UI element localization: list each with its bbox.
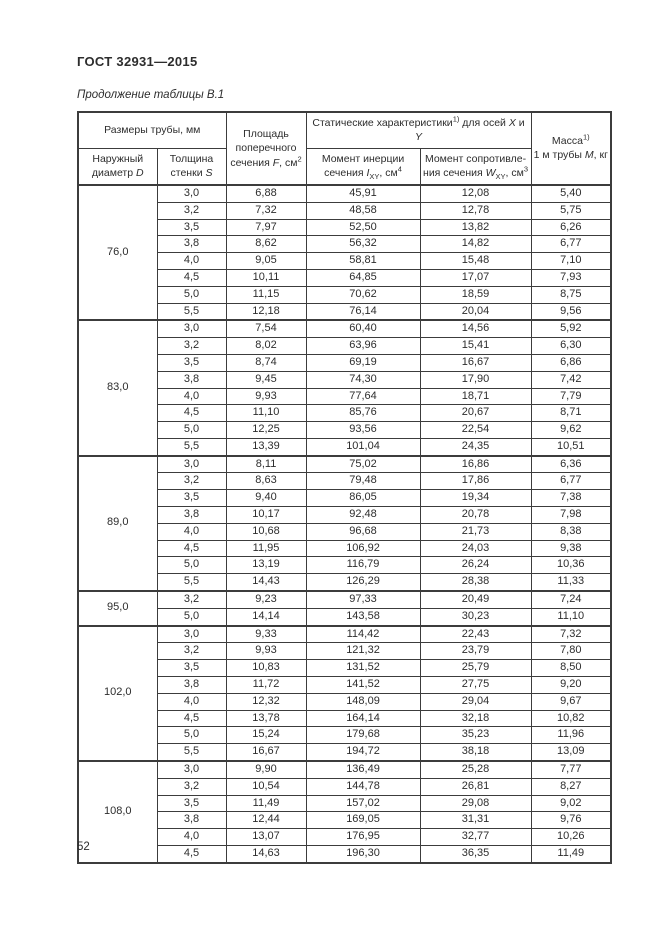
- table-row: [78, 473, 611, 490]
- inertia-cell: 141,52: [306, 677, 420, 694]
- resistance-cell: 38,18: [420, 744, 531, 761]
- inertia-cell: 179,68: [306, 727, 420, 744]
- mass-cell: 10,26: [531, 829, 611, 846]
- table-row: [78, 269, 611, 286]
- wall-thickness-cell: 5,0: [157, 422, 226, 439]
- mass-cell: 8,38: [531, 523, 611, 540]
- wall-thickness-cell: 3,2: [157, 643, 226, 660]
- header-mass: [531, 112, 611, 185]
- mass-cell: 11,33: [531, 574, 611, 591]
- static-tail: для осей: [459, 117, 509, 129]
- mass-cell: 11,96: [531, 727, 611, 744]
- resistance-cell: 16,67: [420, 354, 531, 371]
- wall-thickness-cell: 4,0: [157, 829, 226, 846]
- area-cell: 14,14: [226, 608, 306, 625]
- wall-thickness-cell: 4,5: [157, 710, 226, 727]
- mass-cell: 8,71: [531, 405, 611, 422]
- resistance-cell: 12,78: [420, 202, 531, 219]
- resistance-cell: 28,38: [420, 574, 531, 591]
- area-cell: 8,11: [226, 456, 306, 473]
- area-cell: 8,74: [226, 354, 306, 371]
- table-row: [78, 202, 611, 219]
- area-cell: 14,63: [226, 846, 306, 863]
- header-moment-inertia: [306, 148, 420, 184]
- table-row: [78, 490, 611, 507]
- inertia-cell: 131,52: [306, 660, 420, 677]
- table-row: [78, 660, 611, 677]
- wall-thickness-cell: 3,8: [157, 812, 226, 829]
- static-text: Статические характеристики: [312, 117, 453, 129]
- table-row: [78, 744, 611, 761]
- area-cell: 7,97: [226, 219, 306, 236]
- resistance-cell: 15,41: [420, 338, 531, 355]
- inertia-cell: 176,95: [306, 829, 420, 846]
- area-cell: 14,43: [226, 574, 306, 591]
- mass-cell: 10,36: [531, 557, 611, 574]
- area-cell: 9,40: [226, 490, 306, 507]
- table-row: [78, 574, 611, 591]
- inertia-cell: 79,48: [306, 473, 420, 490]
- resistance-cell: 19,34: [420, 490, 531, 507]
- inertia-cell: 157,02: [306, 795, 420, 812]
- table-row: [78, 829, 611, 846]
- doc-number: ГОСТ 32931—2015: [77, 54, 198, 69]
- table-row: [78, 422, 611, 439]
- inertia-unit: , см: [379, 167, 398, 180]
- wall-thickness-cell: 3,5: [157, 354, 226, 371]
- wall-thickness-cell: 5,0: [157, 727, 226, 744]
- resistance-cell: 14,56: [420, 320, 531, 337]
- inertia-symbol: I: [366, 167, 370, 180]
- wall-thickness-cell: 3,2: [157, 591, 226, 608]
- area-cell: 10,11: [226, 269, 306, 286]
- table-row: [78, 812, 611, 829]
- table-row: [78, 338, 611, 355]
- resistance-cell: 36,35: [420, 846, 531, 863]
- area-cell: 6,88: [226, 185, 306, 202]
- table-row: [78, 591, 611, 608]
- mass-cell: 7,10: [531, 253, 611, 270]
- area-cell: 12,25: [226, 422, 306, 439]
- wall-thickness-cell: 3,2: [157, 338, 226, 355]
- wall-thickness-line1: Толщина: [169, 152, 214, 165]
- mass-cell: 9,62: [531, 422, 611, 439]
- wall-thickness-cell: 3,0: [157, 456, 226, 473]
- mass-cell: 6,77: [531, 236, 611, 253]
- resistance-cell: 12,08: [420, 185, 531, 202]
- mass-footnote-mark: 1): [582, 132, 590, 142]
- area-cell: 16,67: [226, 744, 306, 761]
- resistance-cell: 13,82: [420, 219, 531, 236]
- inertia-cell: 45,91: [306, 185, 420, 202]
- resistance-cell: 30,23: [420, 608, 531, 625]
- table-row: [78, 320, 611, 337]
- wall-thickness-cell: 4,5: [157, 540, 226, 557]
- mass-cell: 7,24: [531, 591, 611, 608]
- table-row: [78, 438, 611, 455]
- table-row: [78, 557, 611, 574]
- wall-thickness-cell: 4,0: [157, 388, 226, 405]
- area-cell: 9,93: [226, 388, 306, 405]
- wall-thickness-cell: 4,5: [157, 269, 226, 286]
- resistance-cell: 20,04: [420, 303, 531, 320]
- wall-thickness-cell: 3,8: [157, 371, 226, 388]
- area-cell: 9,93: [226, 643, 306, 660]
- mass-cell: 9,02: [531, 795, 611, 812]
- inertia-cell: 69,19: [306, 354, 420, 371]
- resistance-unit-sup: 3: [523, 164, 529, 174]
- resistance-line1: Момент сопротивле-: [424, 152, 527, 165]
- resistance-cell: 16,86: [420, 456, 531, 473]
- resistance-cell: 17,90: [420, 371, 531, 388]
- resistance-cell: 20,67: [420, 405, 531, 422]
- page-number: 52: [77, 841, 90, 853]
- resistance-cell: 18,71: [420, 388, 531, 405]
- table-row: [78, 608, 611, 625]
- inertia-cell: 76,14: [306, 303, 420, 320]
- mass-cell: 8,50: [531, 660, 611, 677]
- table-row: [78, 456, 611, 473]
- resistance-cell: 17,07: [420, 269, 531, 286]
- mass-symbol: M: [584, 149, 594, 162]
- table-row: [78, 185, 611, 202]
- wall-thickness-cell: 3,5: [157, 490, 226, 507]
- resistance-cell: 31,31: [420, 812, 531, 829]
- table-row: [78, 795, 611, 812]
- area-cell: 9,90: [226, 761, 306, 778]
- wall-thickness-line2: стенки: [170, 167, 206, 180]
- table-body: [78, 185, 611, 863]
- wall-thickness-cell: 4,0: [157, 693, 226, 710]
- mass-cell: 10,82: [531, 710, 611, 727]
- resistance-cell: 35,23: [420, 727, 531, 744]
- wall-thickness-cell: 3,5: [157, 660, 226, 677]
- wall-thickness-cell: 4,5: [157, 405, 226, 422]
- outer-diameter-line2: диаметр: [91, 167, 136, 180]
- wall-thickness-cell: 3,8: [157, 507, 226, 524]
- table-row: [78, 354, 611, 371]
- mass-line1: Масса: [551, 134, 583, 147]
- resistance-cell: 25,28: [420, 761, 531, 778]
- resistance-cell: 26,81: [420, 778, 531, 795]
- resistance-line2: ния сечения: [423, 167, 486, 180]
- mass-cell: 9,38: [531, 540, 611, 557]
- resistance-cell: 23,79: [420, 643, 531, 660]
- area-symbol: F: [272, 156, 280, 169]
- resistance-cell: 22,54: [420, 422, 531, 439]
- outer-diameter-cell: 102,0: [78, 626, 157, 761]
- inertia-cell: 74,30: [306, 371, 420, 388]
- area-cell: 10,68: [226, 523, 306, 540]
- area-cell: 8,02: [226, 338, 306, 355]
- area-line1: Площадь: [243, 127, 289, 140]
- inertia-unit-sup: 4: [397, 164, 402, 174]
- table-row: [78, 523, 611, 540]
- mass-cell: 7,98: [531, 507, 611, 524]
- resistance-cell: 15,48: [420, 253, 531, 270]
- resistance-cell: 29,08: [420, 795, 531, 812]
- inertia-line1: Момент инерции: [321, 152, 405, 165]
- resistance-cell: 32,18: [420, 710, 531, 727]
- inertia-cell: 70,62: [306, 286, 420, 303]
- inertia-cell: 148,09: [306, 693, 420, 710]
- wall-thickness-cell: 4,5: [157, 846, 226, 863]
- area-cell: 8,63: [226, 473, 306, 490]
- wall-thickness-cell: 5,0: [157, 608, 226, 625]
- inertia-cell: 143,58: [306, 608, 420, 625]
- wall-thickness-cell: 5,5: [157, 574, 226, 591]
- area-cell: 11,10: [226, 405, 306, 422]
- inertia-cell: 58,81: [306, 253, 420, 270]
- table-caption: Продолжение таблицы В.1: [77, 89, 225, 101]
- wall-thickness-cell: 3,2: [157, 473, 226, 490]
- header-wall-thickness: [157, 148, 226, 184]
- mass-cell: 6,26: [531, 219, 611, 236]
- header-moment-resistance: [420, 148, 531, 184]
- table-row: [78, 710, 611, 727]
- table-row: [78, 236, 611, 253]
- inertia-cell: 114,42: [306, 626, 420, 643]
- area-cell: 7,54: [226, 320, 306, 337]
- area-cell: 11,49: [226, 795, 306, 812]
- table-row: [78, 677, 611, 694]
- mass-cell: 7,38: [531, 490, 611, 507]
- wall-thickness-cell: 3,2: [157, 778, 226, 795]
- inertia-symbol-sub: XY: [369, 172, 380, 182]
- static-axis-y: Y: [415, 131, 423, 144]
- area-cell: 9,33: [226, 626, 306, 643]
- inertia-cell: 194,72: [306, 744, 420, 761]
- wall-thickness-cell: 5,5: [157, 438, 226, 455]
- resistance-cell: 21,73: [420, 523, 531, 540]
- wall-thickness-cell: 4,0: [157, 253, 226, 270]
- resistance-cell: 25,79: [420, 660, 531, 677]
- header-row-top: [78, 112, 611, 148]
- mass-cell: 13,09: [531, 744, 611, 761]
- inertia-cell: 144,78: [306, 778, 420, 795]
- resistance-cell: 27,75: [420, 677, 531, 694]
- mass-cell: 9,56: [531, 303, 611, 320]
- header-static-characteristics: [306, 112, 531, 148]
- mass-cell: 5,40: [531, 185, 611, 202]
- table-row: [78, 507, 611, 524]
- mass-cell: 8,75: [531, 286, 611, 303]
- area-cell: 13,19: [226, 557, 306, 574]
- wall-thickness-cell: 5,0: [157, 557, 226, 574]
- inertia-cell: 106,92: [306, 540, 420, 557]
- inertia-cell: 63,96: [306, 338, 420, 355]
- inertia-cell: 92,48: [306, 507, 420, 524]
- table-row: [78, 253, 611, 270]
- area-cell: 12,18: [226, 303, 306, 320]
- mass-cell: 5,92: [531, 320, 611, 337]
- mass-cell: 9,20: [531, 677, 611, 694]
- inertia-cell: 86,05: [306, 490, 420, 507]
- mass-cell: 6,36: [531, 456, 611, 473]
- mass-cell: 6,77: [531, 473, 611, 490]
- inertia-cell: 121,32: [306, 643, 420, 660]
- outer-diameter-line1: Наружный: [92, 152, 144, 165]
- resistance-cell: 26,24: [420, 557, 531, 574]
- inertia-cell: 60,40: [306, 320, 420, 337]
- area-cell: 12,44: [226, 812, 306, 829]
- area-cell: 13,07: [226, 829, 306, 846]
- wall-thickness-cell: 5,5: [157, 744, 226, 761]
- inertia-cell: 136,49: [306, 761, 420, 778]
- wall-thickness-cell: 3,0: [157, 320, 226, 337]
- table-row: [78, 778, 611, 795]
- resistance-unit: , см: [505, 167, 524, 180]
- area-cell: 11,95: [226, 540, 306, 557]
- resistance-symbol-sub: XY: [495, 172, 506, 182]
- wall-thickness-cell: 3,8: [157, 677, 226, 694]
- outer-diameter-cell: 108,0: [78, 761, 157, 863]
- static-axis-x: X: [508, 117, 516, 129]
- resistance-cell: 22,43: [420, 626, 531, 643]
- static-footnote-mark: 1): [452, 114, 460, 124]
- mass-cell: 7,79: [531, 388, 611, 405]
- header-cross-section-area: [226, 112, 306, 185]
- inertia-cell: 97,33: [306, 591, 420, 608]
- inertia-cell: 64,85: [306, 269, 420, 286]
- inertia-cell: 196,30: [306, 846, 420, 863]
- resistance-cell: 18,59: [420, 286, 531, 303]
- table-row: [78, 846, 611, 863]
- mass-cell: 6,86: [531, 354, 611, 371]
- inertia-cell: 56,32: [306, 236, 420, 253]
- table-row: [78, 643, 611, 660]
- area-cell: 8,62: [226, 236, 306, 253]
- inertia-line2: сечения: [324, 167, 367, 180]
- wall-thickness-cell: 3,8: [157, 236, 226, 253]
- mass-cell: 5,75: [531, 202, 611, 219]
- wall-thickness-cell: 3,0: [157, 626, 226, 643]
- inertia-cell: 96,68: [306, 523, 420, 540]
- mass-cell: 6,30: [531, 338, 611, 355]
- inertia-cell: 116,79: [306, 557, 420, 574]
- wall-thickness-cell: 4,0: [157, 523, 226, 540]
- header-pipe-sizes: [78, 112, 226, 148]
- wall-thickness-cell: 5,5: [157, 303, 226, 320]
- mass-line2: 1 м трубы: [533, 149, 585, 162]
- resistance-cell: 20,78: [420, 507, 531, 524]
- resistance-cell: 14,82: [420, 236, 531, 253]
- area-cell: 11,15: [226, 286, 306, 303]
- wall-thickness-cell: 3,2: [157, 202, 226, 219]
- inertia-cell: 77,64: [306, 388, 420, 405]
- area-unit: , см: [279, 156, 298, 169]
- wall-thickness-cell: 3,5: [157, 219, 226, 236]
- inertia-cell: 48,58: [306, 202, 420, 219]
- table-row: [78, 540, 611, 557]
- area-cell: 9,45: [226, 371, 306, 388]
- resistance-cell: 24,03: [420, 540, 531, 557]
- mass-cell: 10,51: [531, 438, 611, 455]
- inertia-cell: 164,14: [306, 710, 420, 727]
- outer-diameter-cell: 76,0: [78, 185, 157, 320]
- mass-cell: 9,76: [531, 812, 611, 829]
- area-cell: 11,72: [226, 677, 306, 694]
- table-row: [78, 371, 611, 388]
- table-row: [78, 693, 611, 710]
- table-row: [78, 286, 611, 303]
- table-row: [78, 219, 611, 236]
- table-row: [78, 761, 611, 778]
- area-cell: 9,05: [226, 253, 306, 270]
- area-cell: 10,54: [226, 778, 306, 795]
- mass-cell: 7,42: [531, 371, 611, 388]
- inertia-cell: 75,02: [306, 456, 420, 473]
- table-row: [78, 727, 611, 744]
- mass-cell: 8,27: [531, 778, 611, 795]
- inertia-cell: 93,56: [306, 422, 420, 439]
- area-unit-sup: 2: [297, 154, 302, 164]
- outer-diameter-cell: 89,0: [78, 456, 157, 591]
- wall-thickness-cell: 3,0: [157, 185, 226, 202]
- table-row: [78, 405, 611, 422]
- area-cell: 9,23: [226, 591, 306, 608]
- inertia-cell: 101,04: [306, 438, 420, 455]
- mass-cell: 11,49: [531, 846, 611, 863]
- outer-diameter-cell: 95,0: [78, 591, 157, 626]
- inertia-cell: 85,76: [306, 405, 420, 422]
- area-cell: 13,78: [226, 710, 306, 727]
- header-pipe-sizes-label: Размеры трубы, мм: [104, 124, 201, 137]
- pipe-parameters-table: [77, 111, 612, 864]
- mass-cell: 7,32: [531, 626, 611, 643]
- mass-cell: 7,93: [531, 269, 611, 286]
- wall-thickness-symbol: S: [205, 167, 213, 180]
- static-and: и: [515, 117, 525, 129]
- area-line2: поперечного: [235, 142, 297, 155]
- mass-cell: 7,77: [531, 761, 611, 778]
- area-cell: 10,17: [226, 507, 306, 524]
- outer-diameter-cell: 83,0: [78, 320, 157, 455]
- header-outer-diameter: [78, 148, 157, 184]
- outer-diameter-symbol: D: [136, 167, 144, 180]
- resistance-cell: 20,49: [420, 591, 531, 608]
- table-row: [78, 626, 611, 643]
- wall-thickness-cell: 5,0: [157, 286, 226, 303]
- mass-cell: 7,80: [531, 643, 611, 660]
- table-row: [78, 303, 611, 320]
- area-cell: 15,24: [226, 727, 306, 744]
- resistance-symbol: W: [485, 167, 496, 180]
- resistance-cell: 24,35: [420, 438, 531, 455]
- inertia-cell: 169,05: [306, 812, 420, 829]
- resistance-cell: 17,86: [420, 473, 531, 490]
- area-cell: 12,32: [226, 693, 306, 710]
- area-cell: 10,83: [226, 660, 306, 677]
- mass-cell: 9,67: [531, 693, 611, 710]
- inertia-cell: 52,50: [306, 219, 420, 236]
- resistance-cell: 32,77: [420, 829, 531, 846]
- table-header: [78, 112, 611, 185]
- area-cell: 13,39: [226, 438, 306, 455]
- area-line3: сечения: [230, 156, 273, 169]
- area-cell: 7,32: [226, 202, 306, 219]
- mass-cell: 11,10: [531, 608, 611, 625]
- resistance-cell: 29,04: [420, 693, 531, 710]
- wall-thickness-cell: 3,0: [157, 761, 226, 778]
- mass-unit: , кг: [593, 149, 608, 162]
- wall-thickness-cell: 3,5: [157, 795, 226, 812]
- table-row: [78, 388, 611, 405]
- inertia-cell: 126,29: [306, 574, 420, 591]
